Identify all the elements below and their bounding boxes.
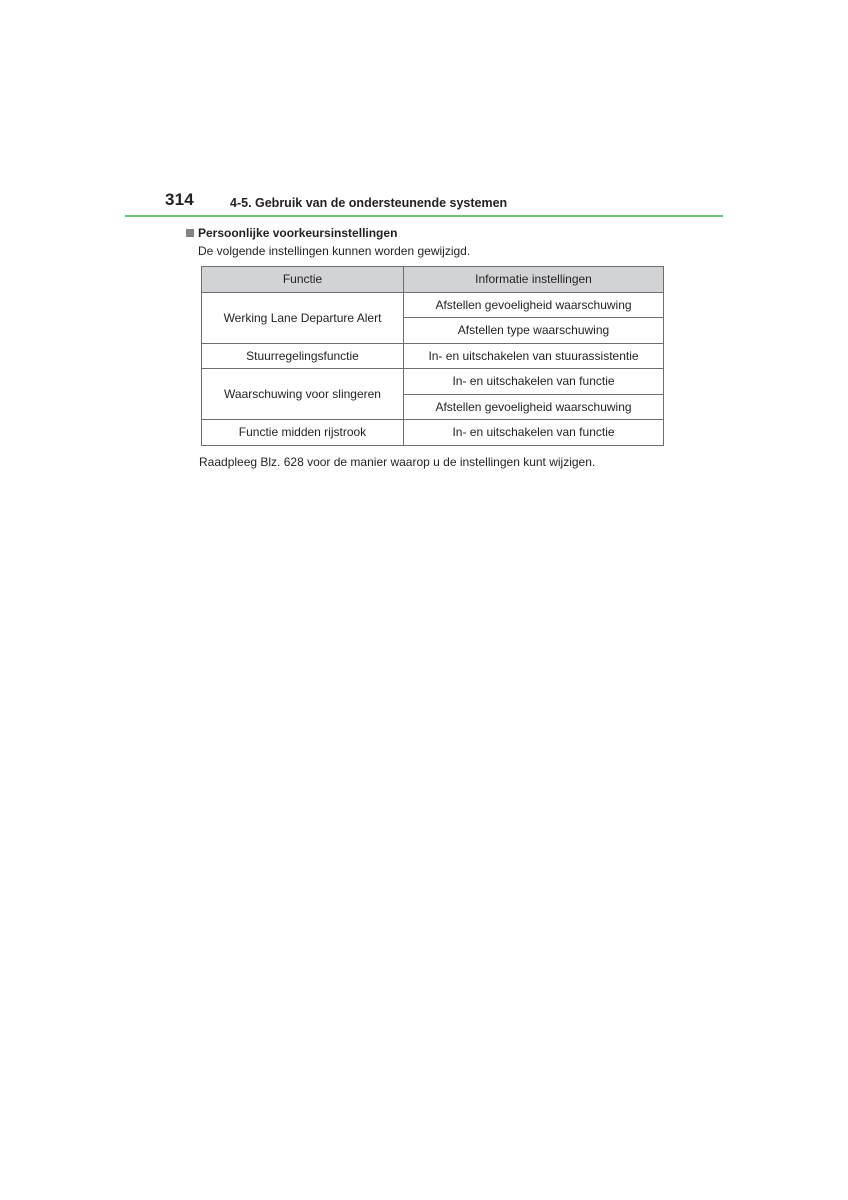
table-row: [202, 369, 664, 395]
intro-text: De volgende instellingen kunnen worden gewijzigd.: [198, 244, 471, 258]
setting-cell: Afstellen gevoeligheid waarschuwing: [404, 292, 664, 318]
subheading: [186, 226, 397, 240]
column-header-function: Functie: [202, 267, 404, 293]
setting-cell: Afstellen type waarschuwing: [404, 318, 664, 344]
table-row: [202, 420, 664, 446]
subheading-text: Persoonlijke voorkeursinstellingen: [198, 226, 398, 240]
table-row: [202, 343, 664, 369]
function-cell: Werking Lane Departure Alert: [202, 292, 404, 343]
section-title: 4-5. Gebruik van de ondersteunende systemen: [230, 196, 508, 210]
settings-table: [201, 266, 664, 446]
footnote: Raadpleeg Blz. 628 voor de manier waarop u de instellingen kunt wijzigen.: [199, 455, 596, 469]
page-number: 314: [165, 190, 194, 209]
table-row: [202, 292, 664, 318]
column-header-settings: Informatie instellingen: [404, 267, 664, 293]
header-rule: [125, 215, 723, 217]
table-header-row: [202, 267, 664, 293]
function-cell: Stuurregelingsfunctie: [202, 343, 404, 369]
function-cell: Waarschuwing voor slingeren: [202, 369, 404, 420]
setting-cell: In- en uitschakelen van functie: [404, 369, 664, 395]
setting-cell: In- en uitschakelen van stuurassistentie: [404, 343, 664, 369]
setting-cell: In- en uitschakelen van functie: [404, 420, 664, 446]
square-bullet-icon: [186, 229, 194, 237]
setting-cell: Afstellen gevoeligheid waarschuwing: [404, 394, 664, 420]
function-cell: Functie midden rijstrook: [202, 420, 404, 446]
